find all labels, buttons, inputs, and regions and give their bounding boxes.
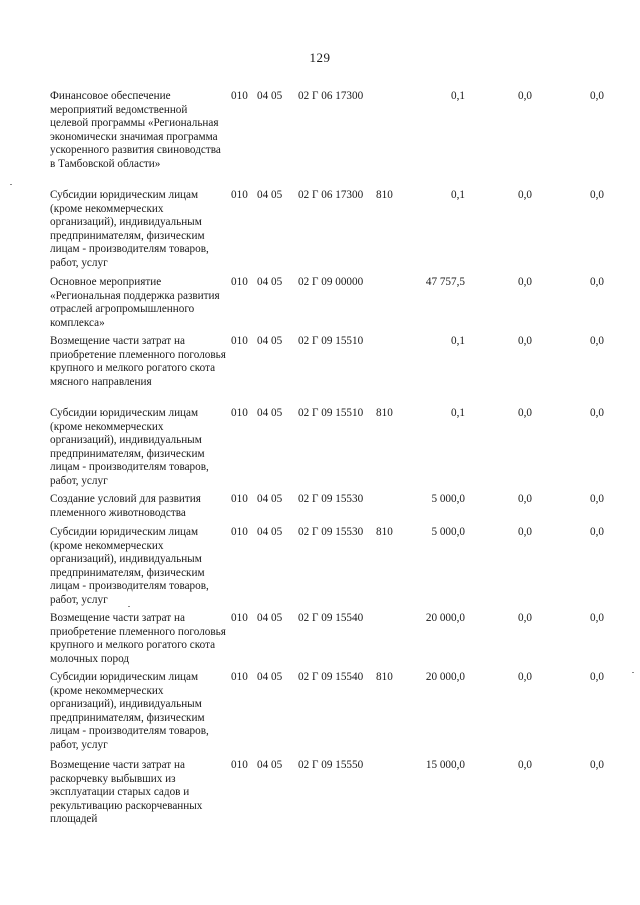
target-article-code: 02 Г 09 15540: [298, 671, 364, 683]
amount-1: 0,1: [451, 90, 465, 102]
scan-speck: [10, 184, 12, 185]
row-name: Субсидии юридическим лицам (кроме некоммерческих организаций), индивидуальным предпринимателям, физическим лицам - производителям товаров, работ, услуг: [50, 671, 209, 751]
ved-code: 010: [231, 407, 248, 419]
amount-3: 0,0: [590, 759, 604, 771]
amount-2: 0,0: [518, 90, 532, 102]
amount-1: 5 000,0: [431, 493, 465, 505]
expense-type-code: 810: [376, 526, 393, 538]
amount-3: 0,0: [590, 189, 604, 201]
section-code: 04: [257, 276, 269, 288]
target-article-code: 02 Г 09 15550: [298, 759, 364, 771]
subsection-code: 05: [271, 189, 283, 201]
amount-3: 0,0: [590, 335, 604, 347]
row-name: Основное мероприятие «Региональная поддержка развития отраслей агропромышленного комплекса»: [50, 276, 220, 329]
amount-2: 0,0: [518, 493, 532, 505]
amount-2: 0,0: [518, 612, 532, 624]
ved-code: 010: [231, 671, 248, 683]
expense-type-code: 810: [376, 407, 393, 419]
subsection-code: 05: [271, 276, 283, 288]
ved-code: 010: [231, 189, 248, 201]
target-article-code: 02 Г 06 17300: [298, 189, 364, 201]
target-article-code: 02 Г 09 15530: [298, 526, 364, 538]
target-article-code: 02 Г 09 15530: [298, 493, 364, 505]
target-article-code: 02 Г 09 15510: [298, 407, 364, 419]
amount-1: 0,1: [451, 189, 465, 201]
subsection-code: 05: [271, 612, 283, 624]
amount-3: 0,0: [590, 493, 604, 505]
subsection-code: 05: [271, 90, 283, 102]
subsection-code: 05: [271, 407, 283, 419]
target-article-code: 02 Г 09 15540: [298, 612, 364, 624]
amount-3: 0,0: [590, 90, 604, 102]
amount-3: 0,0: [590, 612, 604, 624]
section-code: 04: [257, 493, 269, 505]
expense-type-code: 810: [376, 671, 393, 683]
section-code: 04: [257, 612, 269, 624]
section-code: 04: [257, 335, 269, 347]
amount-1: 47 757,5: [425, 276, 465, 288]
amount-3: 0,0: [590, 526, 604, 538]
ved-code: 010: [231, 335, 248, 347]
ved-code: 010: [231, 276, 248, 288]
scan-speck: [128, 606, 130, 607]
amount-1: 0,1: [451, 335, 465, 347]
expense-type-code: 810: [376, 189, 393, 201]
scan-speck: [632, 672, 634, 673]
target-article-code: 02 Г 06 17300: [298, 90, 364, 102]
row-name: Субсидии юридическим лицам (кроме некоммерческих организаций), индивидуальным предпринимателям, физическим лицам - производителям товаров, работ, услуг: [50, 407, 209, 487]
amount-3: 0,0: [590, 671, 604, 683]
ved-code: 010: [231, 759, 248, 771]
amount-3: 0,0: [590, 407, 604, 419]
ved-code: 010: [231, 90, 248, 102]
page-number: 129: [309, 50, 331, 65]
amount-2: 0,0: [518, 671, 532, 683]
amount-1: 15 000,0: [425, 759, 465, 771]
section-code: 04: [257, 407, 269, 419]
amount-1: 5 000,0: [431, 526, 465, 538]
subsection-code: 05: [271, 671, 283, 683]
amount-3: 0,0: [590, 276, 604, 288]
amount-2: 0,0: [518, 526, 532, 538]
row-name: Субсидии юридическим лицам (кроме некоммерческих организаций), индивидуальным предпринимателям, физическим лицам - производителям товаров, работ, услуг: [50, 189, 209, 269]
ved-code: 010: [231, 612, 248, 624]
amount-2: 0,0: [518, 759, 532, 771]
ved-code: 010: [231, 493, 248, 505]
row-name: Возмещение части затрат на раскорчевку выбывших из эксплуатации старых садов и рекультивацию раскорчеванных площадей: [50, 759, 203, 826]
amount-1: 20 000,0: [425, 612, 465, 624]
section-code: 04: [257, 90, 269, 102]
amount-1: 20 000,0: [425, 671, 465, 683]
ved-code: 010: [231, 526, 248, 538]
row-name: Финансовое обеспечение мероприятий ведомственной целевой программы «Региональная экономически значимая программа ускоренного развития свиноводства в Тамбовской области»: [50, 90, 221, 170]
subsection-code: 05: [271, 335, 283, 347]
row-name: Возмещение части затрат на приобретение племенного поголовья крупного и мелкого рогатого скота мясного направления: [50, 335, 226, 388]
amount-1: 0,1: [451, 407, 465, 419]
amount-2: 0,0: [518, 189, 532, 201]
row-name: Субсидии юридическим лицам (кроме некоммерческих организаций), индивидуальным предпринимателям, физическим лицам - производителям товаров, работ, услуг: [50, 526, 209, 606]
amount-2: 0,0: [518, 407, 532, 419]
subsection-code: 05: [271, 526, 283, 538]
row-name: Создание условий для развития племенного животноводства: [50, 493, 201, 519]
row-name: Возмещение части затрат на приобретение племенного поголовья крупного и мелкого рогатого скота молочных пород: [50, 612, 226, 665]
section-code: 04: [257, 671, 269, 683]
target-article-code: 02 Г 09 15510: [298, 335, 364, 347]
subsection-code: 05: [271, 759, 283, 771]
section-code: 04: [257, 526, 269, 538]
amount-2: 0,0: [518, 335, 532, 347]
target-article-code: 02 Г 09 00000: [298, 276, 364, 288]
section-code: 04: [257, 189, 269, 201]
section-code: 04: [257, 759, 269, 771]
amount-2: 0,0: [518, 276, 532, 288]
subsection-code: 05: [271, 493, 283, 505]
